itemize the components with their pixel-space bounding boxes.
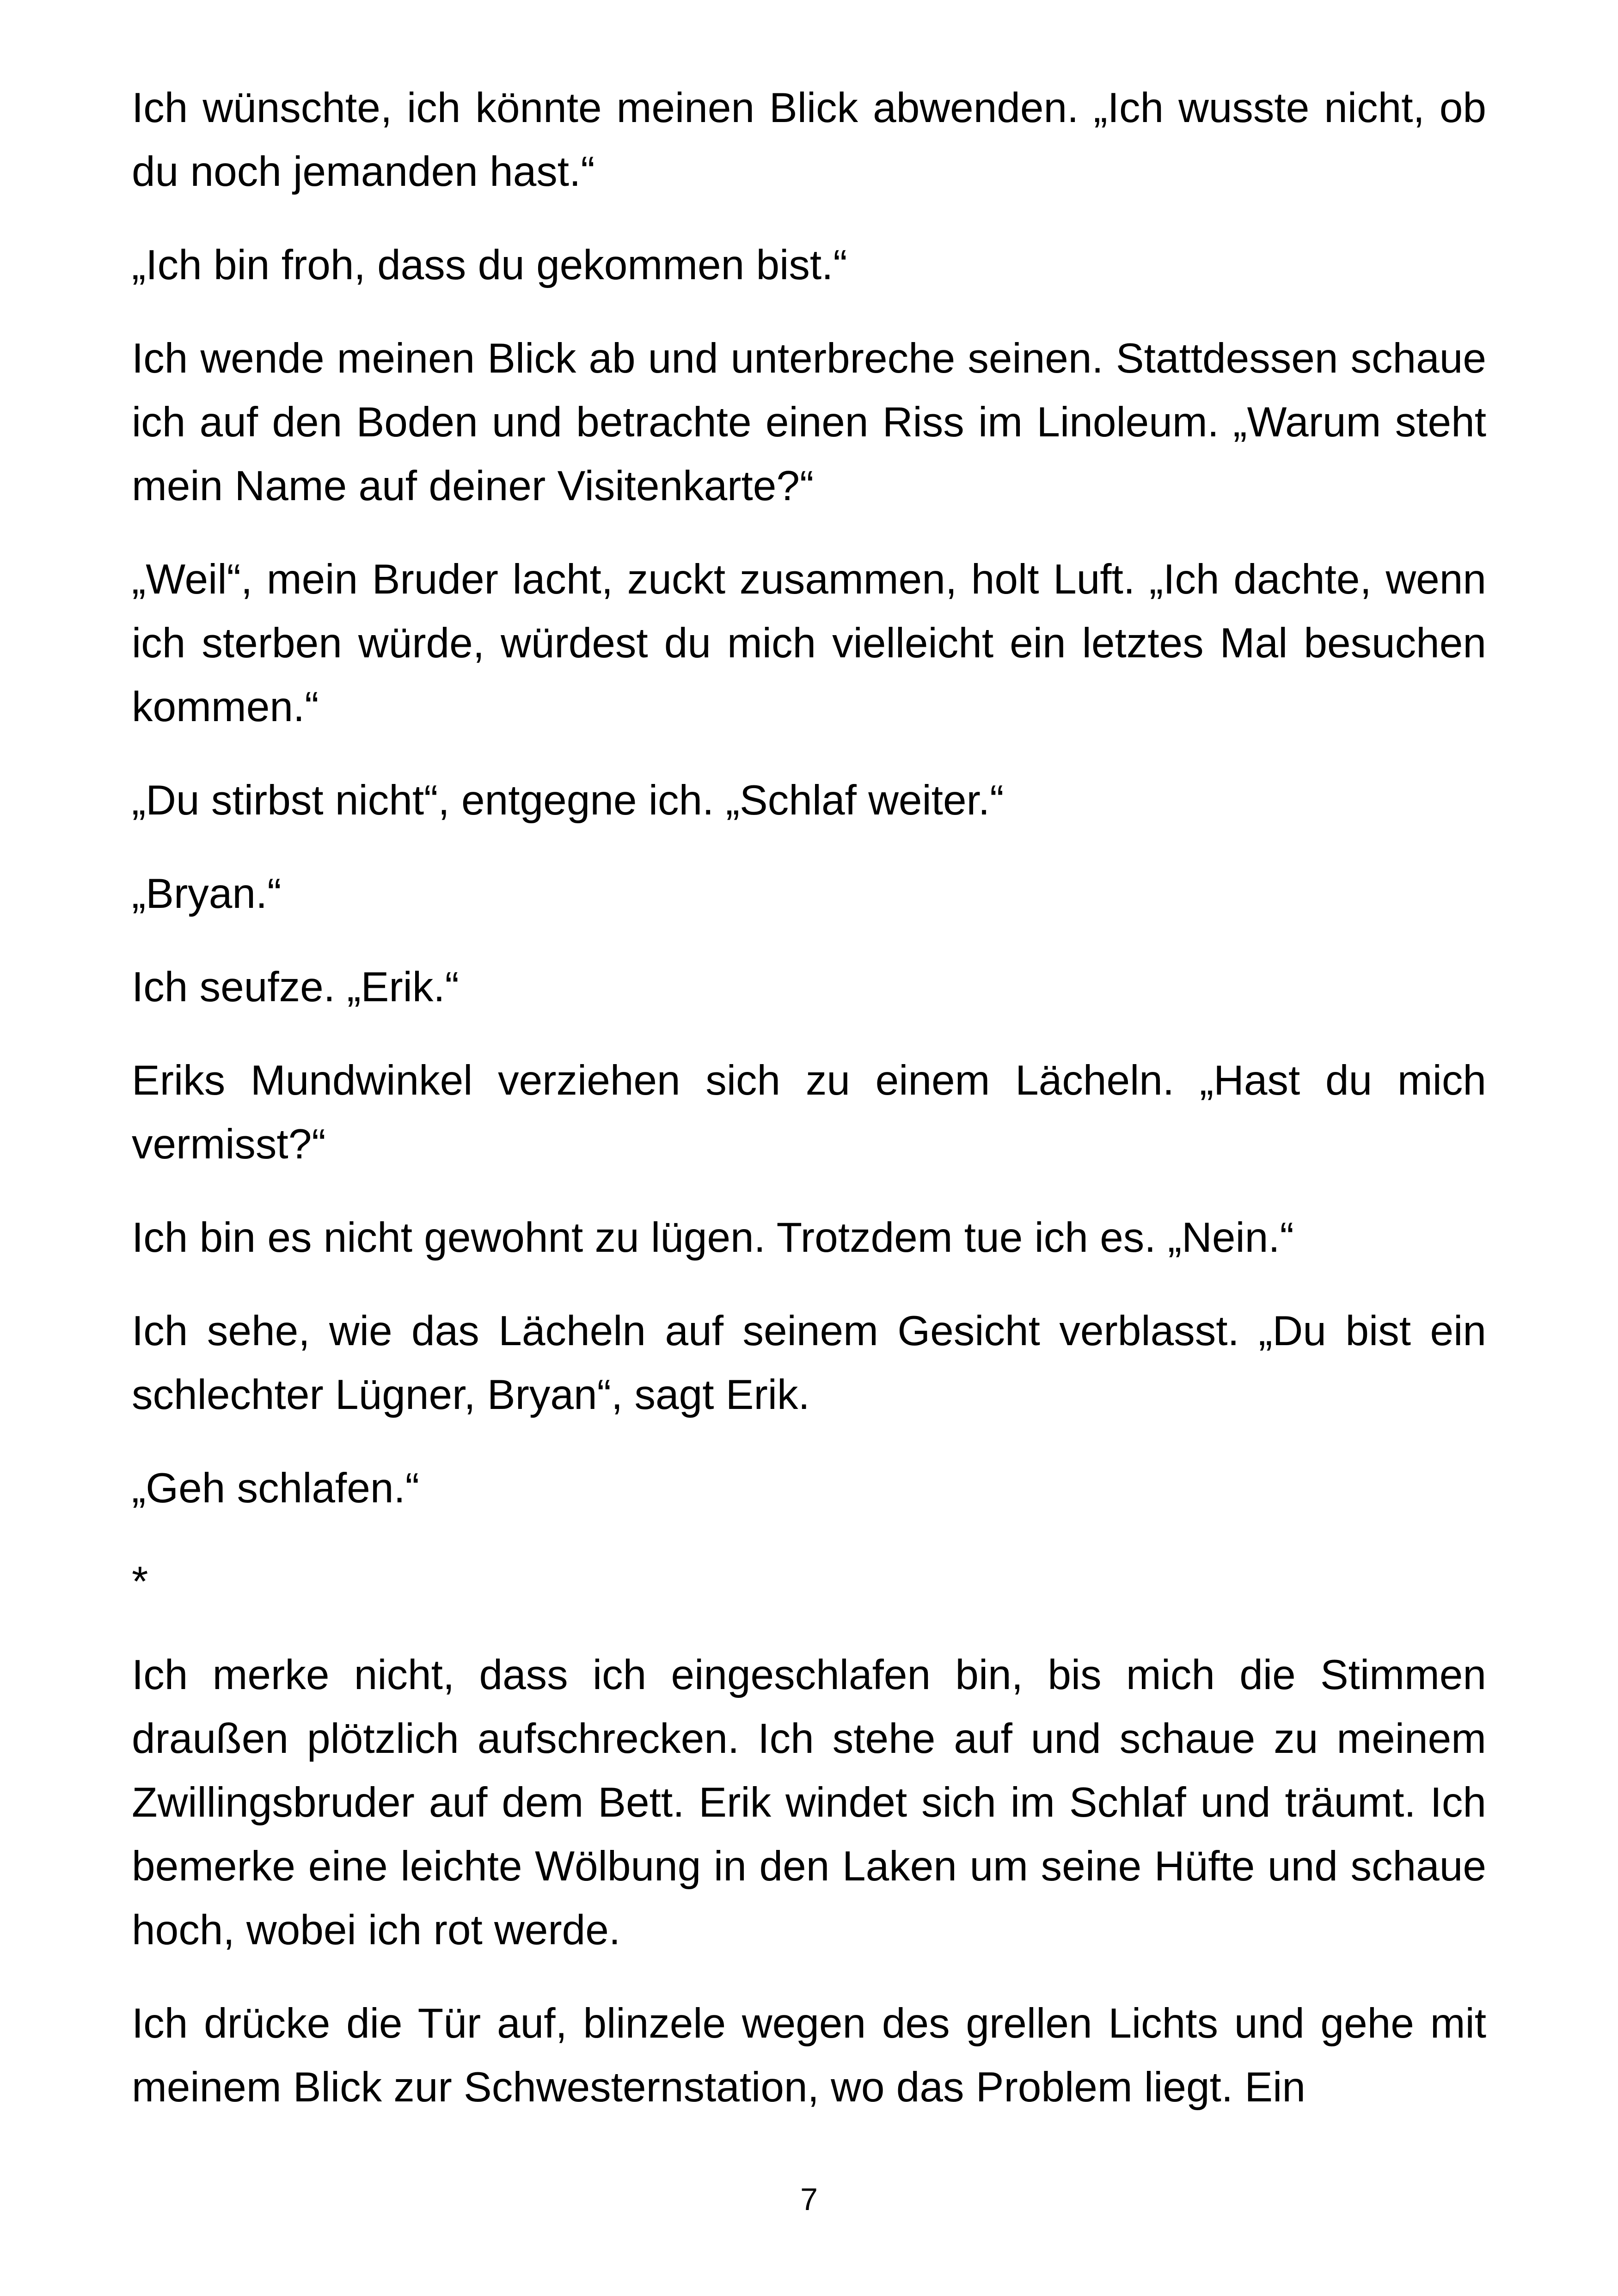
paragraph-10: Ich sehe, wie das Lächeln auf seinem Gesicht verblasst. „Du bist ein schlechter Lügner, Bryan“, sagt Erik. <box>132 1308 1486 1418</box>
paragraph-2: „Ich bin froh, dass du gekommen bist.“ <box>132 242 847 288</box>
paragraph-6: „Bryan.“ <box>132 870 282 917</box>
paragraph-11: „Geh schlafen.“ <box>132 1465 420 1512</box>
paragraph-13: Ich drücke die Tür auf, blinzele wegen des grellen Lichts und gehe mit meinem Blick zur Schwesternstation, wo das Problem liegt. Ein <box>132 2000 1486 2111</box>
paragraph-3: Ich wende meinen Blick ab und unterbreche seinen. Stattdessen schaue ich auf den Boden und betrachte einen Riss im Linoleum. „Warum steht mein Name auf deiner Visitenkarte?“ <box>132 335 1486 509</box>
paragraph-12: Ich merke nicht, dass ich eingeschlafen bin, bis mich die Stimmen draußen plötzlich aufschrecken. Ich stehe auf und schaue zu meinem Zwillingsbruder auf dem Bett. Erik windet sich im Schlaf und träumt. Ich bemerke eine leichte Wölbung in den Laken um seine Hüfte und schaue hoch, wobei ich rot werde. <box>132 1652 1486 1953</box>
page-body-text <box>132 76 1486 2149</box>
page-number: 7 <box>800 2182 818 2217</box>
paragraph-8: Eriks Mundwinkel verziehen sich zu einem Lächeln. „Hast du mich vermisst?“ <box>132 1057 1486 1168</box>
paragraph-9: Ich bin es nicht gewohnt zu lügen. Trotzdem tue ich es. „Nein.“ <box>132 1214 1294 1261</box>
paragraph-7: Ich seufze. „Erik.“ <box>132 964 459 1010</box>
paragraph-5: „Du stirbst nicht“, entgegne ich. „Schlaf weiter.“ <box>132 777 1004 824</box>
paragraph-4: „Weil“, mein Bruder lacht, zuckt zusammen, holt Luft. „Ich dachte, wenn ich sterben würde, würdest du mich vielleicht ein letztes Mal besuchen kommen.“ <box>132 556 1486 730</box>
paragraph-1: Ich wünschte, ich könnte meinen Blick abwenden. „Ich wusste nicht, ob du noch jemanden hast.“ <box>132 85 1486 195</box>
scene-break-asterisk: * <box>132 1558 148 1605</box>
